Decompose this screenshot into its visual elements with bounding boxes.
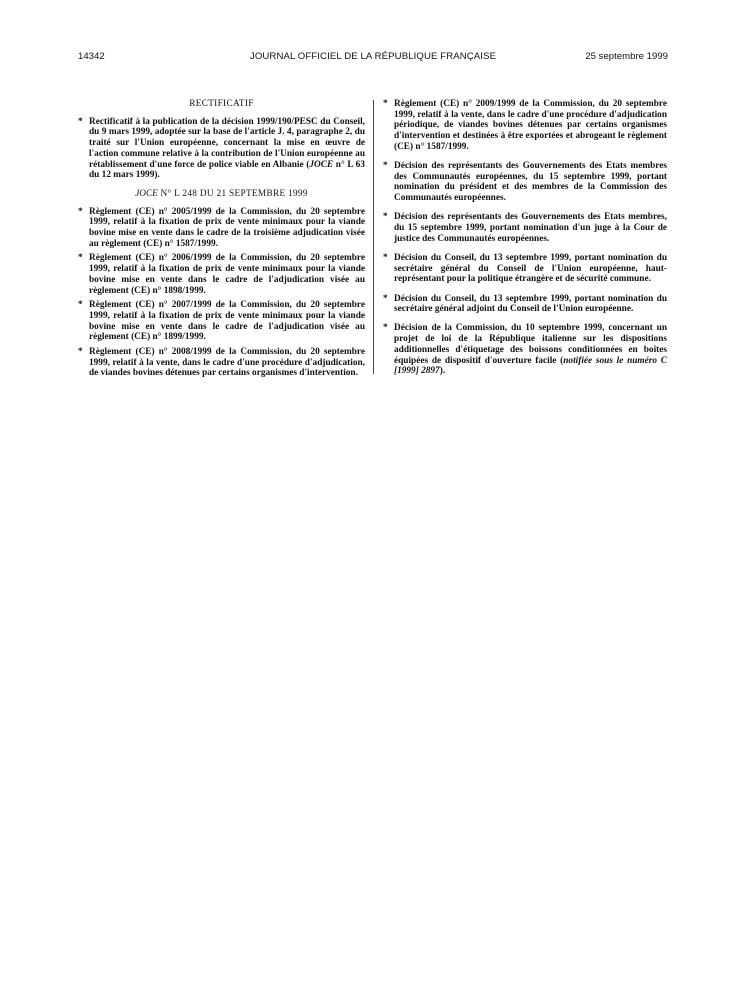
list-item [78,207,365,250]
issue-date: 25 septembre 1999 [585,51,668,62]
asterisk-marker: * [78,300,83,311]
column-divider [373,100,374,374]
list-item [383,99,667,153]
asterisk-marker: * [383,161,388,172]
list-item [383,323,667,377]
asterisk-marker: * [78,347,83,358]
page-header [78,51,668,65]
entry-text: Règlement (CE) n° 2005/1999 de la Commission, du 20 septembre 1999, relatif à la fixation de prix de vente minimaux pour la viande bovine mise en vente dans le cadre de la troisième adjudication visée au règlement (CE) n° 1587/1999. [89,206,365,249]
asterisk-marker: * [78,253,83,264]
journal-title: JOURNAL OFFICIEL DE LA RÉPUBLIQUE FRANÇAISE [249,51,497,62]
page-number: 14342 [78,51,105,62]
rectificatif-heading: RECTIFICATIF [189,99,254,109]
asterisk-marker: * [383,323,388,334]
joce-issue-heading [78,189,365,200]
list-item [78,300,365,343]
joce-rest: N° L 248 DU 21 SEPTEMBRE 1999 [157,188,308,199]
list-item [383,253,667,285]
right-column [383,99,667,385]
list-item [78,347,365,379]
entry-text: Décision des représentants des Gouvernements des Etats membres, du 15 septembre 1999, portant nomination d'un juge à la Cour de justice des Communautés européennes. [394,212,667,244]
entry-text: Décision du Conseil, du 13 septembre 1999, portant nomination du secrétaire général du Conseil de l'Union européenne, haut-représentant pour la politique étrangère et de sécurité commune. [394,252,667,285]
entry-text: Rectificatif à la publication de la décision 1999/190/PESC du Conseil, du 9 mars 1999, adoptée sur la base de l'article J. 4, paragraphe 2, du traité sur l'Union européenne, concernant la mise en œuvre de l'action commune relative à la contribution de l'Union européenne au rétablissement d'une force de police viable en Albanie ( [89,116,365,170]
entry-text: Décision du Conseil, du 13 septembre 1999, portant nomination du secrétaire général adjoint du Conseil de l'Union européenne. [394,293,667,315]
asterisk-marker: * [383,99,388,109]
entry-text: Règlement (CE) n° 2008/1999 de la Commission, du 20 septembre 1999, relatif à la vente, dans le cadre d'une procédure d'adjudication, de viandes bovines détenues par certains organismes d'intervention. [89,347,365,379]
asterisk-marker: * [383,252,388,263]
list-item [78,253,365,296]
asterisk-marker: * [78,206,83,217]
left-column [78,99,365,383]
entry-text-end: n° L 63 du 12 mars 1999). [89,159,365,181]
joce-italic: JOCE [135,188,158,199]
entry-text: Règlement (CE) n° 2007/1999 de la Commission, du 20 septembre 1999, relatif à la fixation de prix de vente minimaux pour la viande bovine mise en vente dans le cadre de l'adjudication visée au règlement (CE) n° 1899/1999. [89,300,365,343]
asterisk-marker: * [78,116,83,127]
entry-italic-text: notifiée sous le numéro C [1999] 2897 [394,355,667,377]
rectificatif-entry [78,117,365,181]
entry-text: Décision de la Commission, du 10 septembre 1999, concernant un projet de loi de la République italienne sur les dispositions additionnelles d'étiquetage des boissons conditionnées en boîtes équipées de dispositif d'ouverture facile ( [394,323,667,366]
entry-text-end: ). [439,366,446,377]
entry-text: Décision des représentants des Gouvernements des Etats membres des Communautés européennes, du 15 septembre 1999, portant nomination du président et des membres de la Commission des Communautés européennes. [394,161,667,204]
list-item [383,294,667,315]
entry-text: Règlement (CE) n° 2006/1999 de la Commission, du 20 septembre 1999, relatif à la fixation de prix de vente minimaux pour la viande bovine mise en vente dans le cadre de l'adjudication visée au règlement (CE) n° 1898/1999. [89,253,365,296]
entry-text: Règlement (CE) n° 2009/1999 de la Commission, du 20 septembre 1999, relatif à la vente, dans le cadre d'une procédure d'adjudication périodique, de viandes bovines détenues par certains organismes d'intervention et destinées à être exportées et abrogeant le règlement (CE) n° 1587/1999. [394,99,667,152]
entry-italic-text: JOCE [309,159,334,170]
list-item [383,212,667,244]
asterisk-marker: * [383,212,388,223]
asterisk-marker: * [383,293,388,304]
list-item [383,161,667,204]
